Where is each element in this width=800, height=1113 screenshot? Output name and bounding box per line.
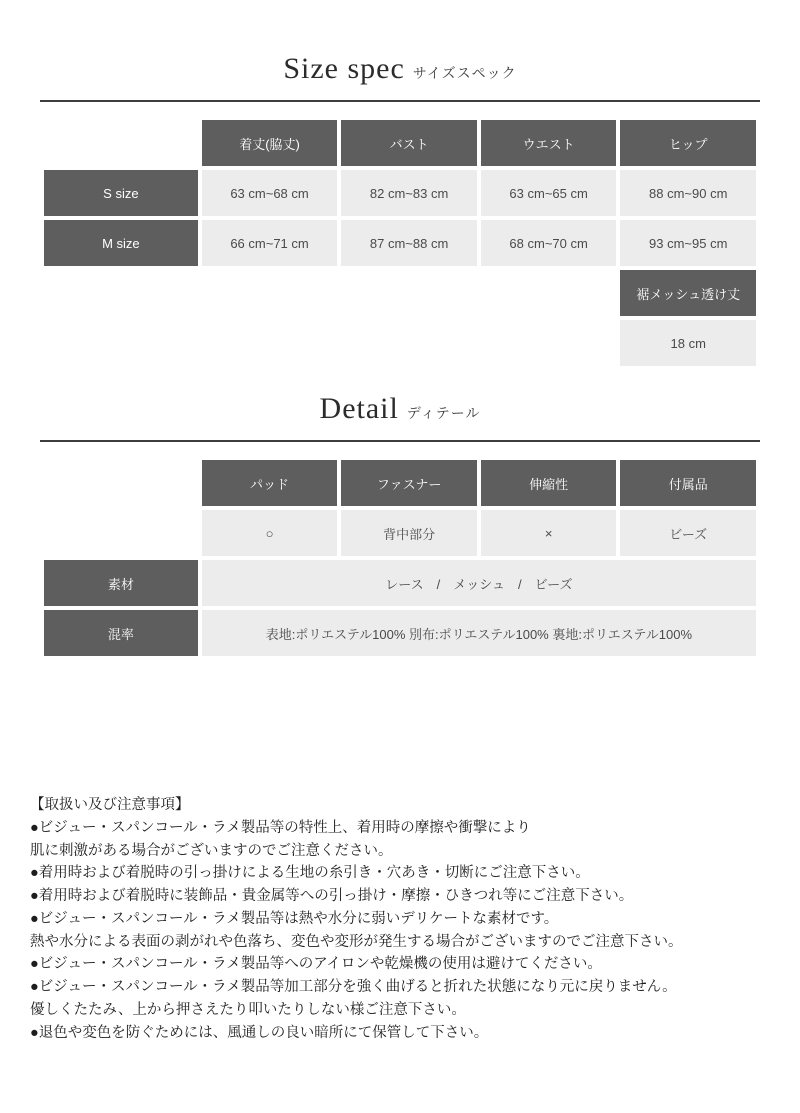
spacer-cell [341, 270, 477, 316]
size-spec-page [0, 46, 800, 1113]
spacer-cell [44, 270, 198, 316]
care-note-line: ●ビジュー・スパンコール・ラメ製品等は熱や水分に弱いデリケートな素材です。 [30, 910, 559, 927]
size-spec-divider [40, 100, 760, 102]
table-row [44, 320, 756, 366]
size-spec-heading [0, 46, 800, 86]
detail-value-accessory: ビーズ [620, 510, 756, 556]
size-m-hip: 93 cm~95 cm [620, 220, 756, 266]
detail-header-zipper: ファスナー [341, 460, 477, 506]
size-spec-table [40, 116, 760, 370]
care-note-line: ●ビジュー・スパンコール・ラメ製品等加工部分を強く曲げると折れた状態になり元に戻りません。 [30, 979, 677, 995]
size-m-waist: 68 cm~70 cm [481, 220, 617, 266]
table-row [44, 460, 756, 506]
care-note-line: 肌に刺激がある場合がございますのでご注意ください。 [30, 842, 393, 859]
spacer-cell [44, 320, 198, 366]
spacer-cell [44, 510, 198, 556]
size-header-waist: ウエスト [481, 120, 617, 166]
size-header-hip: ヒップ [620, 120, 756, 166]
table-row [44, 120, 756, 166]
table-row [44, 270, 756, 316]
size-header-length: 着丈(脇丈) [202, 120, 338, 166]
size-header-bust: バスト [341, 120, 477, 166]
detail-title-ja: ディテール [406, 405, 481, 421]
care-notes-title: 【取扱い及び注意事項】 [30, 797, 190, 813]
detail-header-stretch: 伸縮性 [481, 460, 617, 506]
detail-divider [40, 440, 760, 442]
detail-value-material: レース / メッシュ / ビーズ [202, 560, 756, 606]
spacer-cell [481, 270, 617, 316]
table-row [44, 220, 756, 266]
size-row-label-s: S size [44, 170, 198, 216]
care-note-line: 優しくたたみ、上から押さえたり叩いたりしない様ご注意下さい。 [30, 1001, 466, 1018]
detail-row-label-material: 素材 [44, 560, 198, 606]
spacer-cell [481, 320, 617, 366]
size-row-label-m: M size [44, 220, 198, 266]
detail-header-accessory: 付属品 [620, 460, 756, 506]
size-spec-title-en: Size spec [283, 52, 405, 85]
care-note-line: ●ビジュー・スパンコール・ラメ製品等の特性上、着用時の摩擦や衝撃により [30, 819, 531, 836]
size-s-bust: 82 cm~83 cm [341, 170, 477, 216]
care-note-line: ●退色や変色を防ぐためには、風通しの良い暗所にて保管して下さい。 [30, 1024, 489, 1041]
detail-heading [0, 386, 800, 426]
care-note-line: ●ビジュー・スパンコール・ラメ製品等へのアイロンや乾燥機の使用は避けてください。 [30, 956, 602, 973]
spacer-cell [202, 270, 338, 316]
size-spec-title-ja: サイズスペック [412, 65, 517, 81]
detail-row-label-blend: 混率 [44, 610, 198, 656]
detail-value-stretch: × [481, 510, 617, 556]
size-s-waist: 63 cm~65 cm [481, 170, 617, 216]
detail-header-pad: パッド [202, 460, 338, 506]
table-row [44, 610, 756, 656]
detail-value-pad: ○ [202, 510, 338, 556]
detail-corner [44, 460, 198, 506]
care-note-line: ●着用時および着脱時に装飾品・貴金属等への引っ掛け・摩擦・ひきつれ等にご注意下さい。 [30, 888, 634, 904]
size-spec-corner [44, 120, 198, 166]
table-row [44, 510, 756, 556]
detail-value-blend: 表地:ポリエステル100% 別布:ポリエステル100% 裏地:ポリエステル100% [202, 610, 756, 656]
size-header-mesh-sheer-length: 裾メッシュ透け丈 [620, 270, 756, 316]
size-m-bust: 87 cm~88 cm [341, 220, 477, 266]
care-notes [30, 794, 775, 1044]
care-note-line: ●着用時および着脱時の引っ掛けによる生地の糸引き・穴あき・切断にご注意下さい。 [30, 865, 590, 882]
table-row [44, 170, 756, 216]
detail-table [40, 456, 760, 660]
detail-title-en: Detail [319, 392, 399, 425]
spacer-cell [341, 320, 477, 366]
care-note-line: 熱や水分による表面の剥がれや色落ち、変色や変形が発生する場合がございますのでご注意下さい。 [30, 933, 683, 950]
size-m-length: 66 cm~71 cm [202, 220, 338, 266]
detail-value-zipper: 背中部分 [341, 510, 477, 556]
size-s-hip: 88 cm~90 cm [620, 170, 756, 216]
table-row [44, 560, 756, 606]
size-s-length: 63 cm~68 cm [202, 170, 338, 216]
size-mesh-sheer-value: 18 cm [620, 320, 756, 366]
spacer-cell [202, 320, 338, 366]
